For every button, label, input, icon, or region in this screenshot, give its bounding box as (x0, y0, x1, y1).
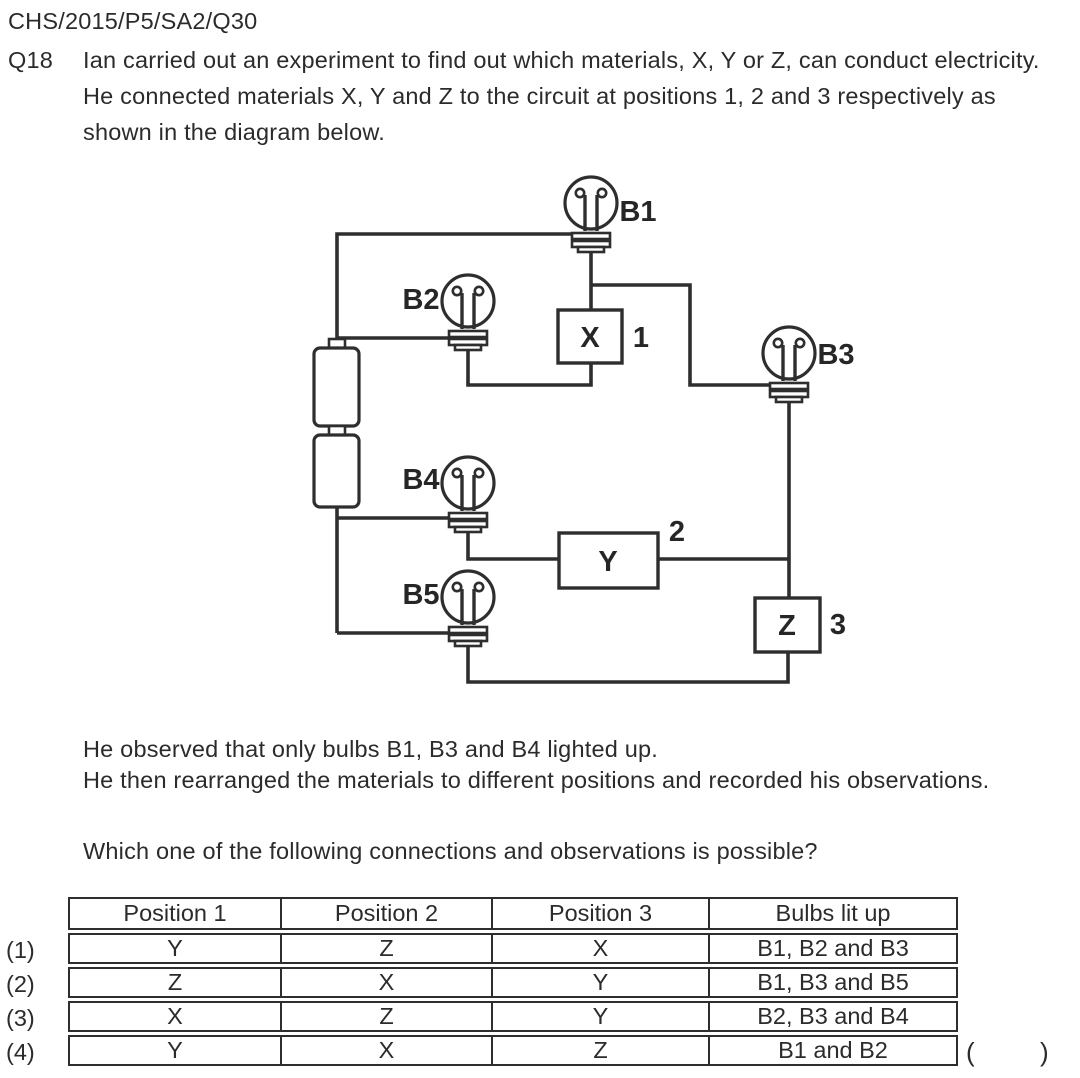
question-body (83, 42, 1040, 150)
battery-cell-1 (314, 348, 359, 426)
observation-line-2: He then rearranged the materials to different positions and recorded his observations. (83, 767, 990, 793)
answer-bracket-open: ( (966, 1037, 975, 1067)
position-3-label: 3 (829, 609, 847, 641)
bulb-b2-label: B2 (402, 284, 440, 316)
option-number-3: (3) (6, 1005, 35, 1031)
question-body-line-3: shown in the diagram below. (83, 119, 385, 145)
table-row-option-3 (68, 1001, 958, 1032)
cell-r1-position1: Y (68, 933, 282, 964)
battery-cell-2 (314, 435, 359, 507)
cell-r2-position3: Y (493, 967, 710, 998)
table-header-row (68, 897, 958, 930)
material-y-label: Y (598, 546, 618, 578)
document-code: CHS/2015/P5/SA2/Q30 (8, 8, 258, 34)
table-row-option-4 (68, 1035, 958, 1066)
cell-r3-position2: Z (282, 1001, 493, 1032)
cell-r4-position1: Y (68, 1035, 282, 1066)
bulb-b4-label: B4 (402, 464, 440, 496)
question-body-line-1: Ian carried out an experiment to find out which materials, X, Y or Z, can conduct electricity. (83, 47, 1040, 73)
cell-r3-position1: X (68, 1001, 282, 1032)
cell-r4-bulbs: B1 and B2 (710, 1035, 958, 1066)
bulb-b1-icon (565, 177, 617, 252)
answer-bracket-close: ) (1040, 1037, 1049, 1067)
bulb-b4-icon (442, 457, 494, 532)
option-number-4: (4) (6, 1039, 35, 1065)
cell-r2-bulbs: B1, B3 and B5 (710, 967, 958, 998)
bulb-b1-label: B1 (619, 196, 657, 228)
cell-r4-position3: Z (493, 1035, 710, 1066)
cell-r1-bulbs: B1, B2 and B3 (710, 933, 958, 964)
wire-b4-to-y-box (468, 531, 559, 559)
position-2-label: 2 (668, 516, 686, 548)
cell-r2-position1: Z (68, 967, 282, 998)
cell-r1-position2: Z (282, 933, 493, 964)
position-1-label: 1 (632, 322, 650, 354)
material-z-label: Z (778, 610, 796, 642)
option-number-2: (2) (6, 971, 35, 997)
header-position-1: Position 1 (68, 897, 282, 930)
question-number: Q18 (8, 47, 54, 73)
header-position-3: Position 3 (493, 897, 710, 930)
wire-z-box-to-b5 (468, 645, 788, 682)
circuit-diagram (300, 170, 870, 695)
bulb-b5-label: B5 (402, 579, 440, 611)
bulb-b5-icon (442, 571, 494, 646)
cell-r3-position3: Y (493, 1001, 710, 1032)
question-prompt: Which one of the following connections and observations is possible? (83, 838, 818, 864)
question-body-line-2: He connected materials X, Y and Z to the circuit at positions 1, 2 and 3 respectively as (83, 83, 996, 109)
material-x-label: X (580, 322, 600, 354)
bulb-b3-label: B3 (817, 339, 855, 371)
options-table (68, 894, 958, 1069)
option-number-1: (1) (6, 937, 35, 963)
cell-r4-position2: X (282, 1035, 493, 1066)
cell-r1-position3: X (493, 933, 710, 964)
cell-r2-position2: X (282, 967, 493, 998)
table-row-option-1 (68, 933, 958, 964)
cell-r3-bulbs: B2, B3 and B4 (710, 1001, 958, 1032)
header-bulbs-lit-up: Bulbs lit up (710, 897, 958, 930)
header-position-2: Position 2 (282, 897, 493, 930)
battery (314, 339, 359, 507)
table-row-option-2 (68, 967, 958, 998)
bulb-b3-icon (763, 327, 815, 402)
observation-line-1: He observed that only bulbs B1, B3 and B4 lighted up. (83, 736, 658, 762)
bulb-b2-icon (442, 275, 494, 350)
